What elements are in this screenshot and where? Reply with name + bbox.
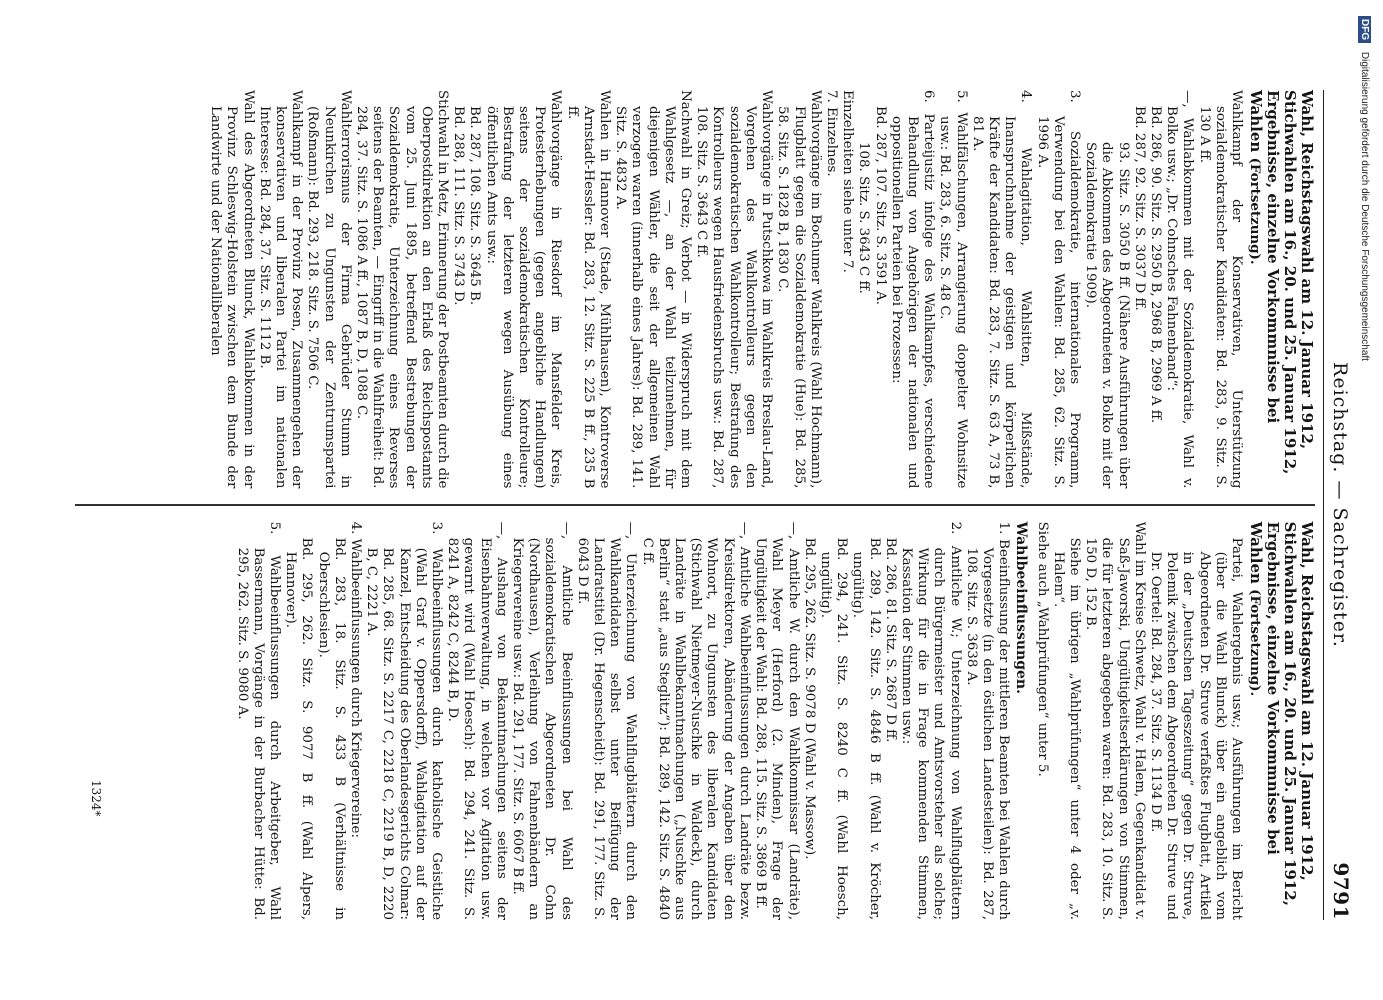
numbered-entry: 4. Wahlagitation, Wahlsitten, Mißstände, Inanspruchnahme der geistigen und körperlichen Kräfte der Kandidaten: Bd. 283, 7. Sitz. S. 63 A, 73 B, 81 A. [969, 90, 1034, 489]
entry: Stichwahl in Metz, Erinnerung der Postbeamten durch die Oberpostdirektion an den Erlaß des Reichspostamts vom 25. Juni 1895, betreffend Bestrebungen der Sozialdemokratie, Unterzeichnung eines Reverses seitens der Beamten, — Eingriff in die Wahlfreiheit: Bd. 284, 37. Sitz. S. 1086 A ff., 1087 B, D, 1088 C. [354, 90, 451, 489]
entry: Bd. 286, 81. Sitz. S. 2687 D ff. [882, 537, 898, 743]
running-head [1323, 90, 1353, 920]
numbered-entry: 5. Wahlfälschungen, Arrangierung doppelter Wohnsitze usw.: Bd. 283, 6. Sitz. S. 48 C. [937, 90, 969, 489]
entry: Wahlkampf der Konservativen, Unterstützung sozialdemokratischer Kandidaten: Bd. 283, 9. Sitz. S. 130 A ff. [1196, 90, 1244, 489]
numbered-entry: 6. Parteijustiz infolge des Wahlkampfes, verschiedene Behandlung von Angehörigen der nationalen und oppositionellen Parteien bei Prozessen: [888, 90, 937, 489]
page-title: Reichstag. — Sachregister. [1329, 362, 1351, 648]
dfg-logo-badge: DFG [1358, 16, 1371, 43]
numbered-entry: 2. Amtliche W.; Unterzeichnung von Wahlflugblättern durch Bürgermeister und Amtsvorsteher als solche; Wirkung für die in Frage kommenden Stimmen, Kassation der Stimmen usw.: [898, 521, 963, 920]
entry: Bd. 295, 262. Sitz. S. 9077 B ff. (Wahl Alpers, Hannover). [283, 537, 315, 920]
entry: Siehe auch „Wahlprüfungen“ unter 5. [1034, 521, 1050, 777]
entry: Nachwahl in Greiz; Verbot — in Widerspruch mit dem Wahlgesetz —, an der Wahl teilzunehmen, für diejenigen Wähler, die seit der allgemeinen Wahl verzogen waren (innerhalb eines Jahres): Bd. 289, 141. Sitz. S. 4832 A. [613, 90, 694, 489]
entry: Bd. 295, 262. Sitz. S. 9078 D (Wahl v. Massow). [801, 537, 817, 860]
entry: Bd. 294, 241. Sitz. S. 8240 C ff. (Wahl Hoesch, ungültig). [817, 537, 850, 920]
numbered-entry: 4. Wahlbeeinflussungen durch Kriegervereine: [348, 521, 364, 838]
left-column [75, 90, 1315, 488]
entry: Wahlkampf in der Provinz Posen, Zusammengehen der konservativen und liberalen Partei im nationalen Interesse: Bd. 284, 37. Sitz. S. 1112 B. [256, 90, 305, 489]
entry: Wahlvorgänge in Putschkowa im Wahlkreis Breslau-Land, Vorgehen des Wahlkontrolleurs gegen den sozialdemokratischen Wahlkontrolleur; Bestrafung des Kontrolleurs wegen Hausfriedensbruchs usw.: Bd. 287, 108. Sitz. S. 3643 C ff. [694, 90, 775, 489]
entry: —, Amtliche Beeinflussungen bei Wahl des sozialdemokratischen Abgeordneten Dr. Cohn (Nordhausen), Verleihung von Fahnenbändern an Kriegervereine usw.: Bd. 291, 177. Sitz. S. 6067 B ff. [510, 521, 574, 920]
entry: Bd. 287, 107. Sitz. S. 3591 A. [872, 106, 888, 305]
entry: Wahlen in Hannover (Stade, Mühlhausen), Kontroverse Arnstadt-Hessler: Bd. 283, 12. Sitz. S. 225 B ff., 235 B ff. [564, 90, 613, 489]
entry: Wahl des Abgeordneten Blunck, Wahlabkommen in der Provinz Schleswig-Holstein zwischen dem Bunde der Landwirte und der Nationalliberalen [208, 90, 256, 489]
entry: 108. Sitz. S. 3643 C ff. [856, 142, 872, 294]
column-divider [75, 504, 1315, 505]
entry: Wahl im Kreise Schwetz, Wahl v. Halem, Gegenkandidat v. Saß-Jaworski, Ungültigkeitserklärungen von Stimmen, die für letzteren abgegeben waren: Bd. 283, 10. Sitz. S. 150 D, 152 B. [1083, 521, 1147, 920]
entry: Siehe im übrigen „Wahlprüfungen“ unter 4 oder „v. Halem“. [1050, 537, 1082, 920]
entry: Bd. 287, 108. Sitz. S. 3645 B. [467, 106, 483, 306]
entry: —, Aushang von Bekanntmachungen seitens der Eisenbahnverwaltung, in welchen vor Agitation usw. gewarnt wird (Wahl Hoesch): Bd. 294, 241. Sitz. S. 8241 A, 8242 C, 8244 B, D. [445, 521, 509, 920]
digitization-credit-text: Digitalisierung gefördert durch die Deutsche Forschungsgemeinschaft [1359, 51, 1370, 361]
entry: —, Unterzeichnung von Wahlflugblättern durch den Wahlkandidaten selbst unter Beifügung der Landratstitel (Dr. Hegenscheidt): Bd. 291, 177. Sitz. S. 6043 D ff. [574, 521, 639, 920]
section-heading: Wahlbeeinflussungen. [1013, 521, 1030, 694]
page-number: 9791 [1329, 862, 1353, 920]
entry: Bd. 289, 142. Sitz. S. 4846 B ff. (Wahl v. Kröcher, ungültig). [850, 537, 882, 920]
entry: —, Amtliche W. durch den Wahlkommissar (Landräte), Wahl Meyer (Herford) (2. Minden), Frage der Ungültigkeit der Wahl: Bd. 288, 115. Sitz. S. 3869 B ff. [753, 521, 801, 920]
entry: Partei, Wahlergebnis usw.; Ausführungen im Bericht (über die Wahl Blunck) über ein angeblich vom Abgeordneten Dr. Struve verfaßtes Flugblatt, Artikel in der „Deutschen Tageszeitung“ gegen Dr. Struve, Polemik zwischen dem Abgeordneten Dr. Struve und Dr. Oertel: Bd. 284, 37. Sitz. S. 1134 D ff. [1147, 537, 1244, 920]
right-column [75, 522, 1315, 920]
numbered-entry: 1. Beeinflussung der mittleren Beamten bei Wahlen durch Vorgesetzte (in den östlichen Landesteilen): Bd. 287, 108. Sitz. S. 3638 A. [963, 521, 1012, 920]
entry: 93. Sitz. S. 3050 B ff. (Nähere Ausführungen über die Abkommen des Abgeordneten v. Bolko mit der Sozialdemokratie 1909). [1083, 142, 1131, 489]
entry: Bd. 283, 18. Sitz. S. 433 B (Verhältnisse in Oberschlesien). [315, 537, 347, 920]
entry: Wahlvorgänge in Riesdorf im Mansfelder Kreis, Protesterhebungen (gegen angebliche Handlungen) seitens der sozialdemokratischen Kontrolleure; Bestrafung der letzteren wegen Ausübung eines öffentlichen Amts usw.: [483, 90, 564, 489]
entry: Bd. 286, 90. Sitz. S. 2950 B, 2968 B, 2969 A ff. [1147, 106, 1163, 424]
numbered-entry: 3. Sozialdemokratie, internationales Programm, Verwendung bei den Wahlen: Bd. 285, 62. Sitz. S. 1996 A. [1034, 90, 1082, 489]
numbered-entry: 3. Wahlbeeinflussungen durch katholische Geistliche (Wahl Graf v. Oppersdorff), Wahlagitation auf der Kanzel, Entscheidung des Oberlandesgerichts Colmar: Bd. 285, 68. Sitz. S. 2217 C, 2218 C, 2219 B, D, 2220 B, C, 2221 A. [364, 521, 445, 920]
signature-mark: 1324* [89, 780, 103, 817]
numbered-entry: 5. Wahlbeeinflussungen durch Arbeitgeber, Wahl Bassermann, Vorgänge in der Burbacher Hütte: Bd. 295, 262. Sitz. S. 9080 A. [234, 521, 283, 920]
entry: —, Amtliche Wahlbeeinflussungen durch Landräte bezw. Kreisdirektoren, Abänderung der Angaben über den Wohnort, zu Ungunsten des liberalen Kandidaten (Stichwahl Nietmeyer-Nuschke in Waldeck), durch Landräte in Wahlbekanntmachungen („Nuschke aus Berlin“ statt „aus Steglitz“): Bd. 289, 142. Sitz. S. 4840 C ff. [639, 521, 752, 920]
left-column-lemma: Wahl, Reichstagswahl am 12. Januar 1912, Stichwahlen am 16., 20. und 25. Januar 1912, Ergebnisse, einzelne Vorkommnisse bei Wahlen (Fortsetzung). [1247, 90, 1316, 475]
entry: —, Wahlabkommen mit der Sozialdemokratie, Wahl v. Bolko usw.; „Dr. Cohnsches Fahnenband“: [1164, 90, 1196, 489]
entry: Wahlvorgänge im Bochumer Wahlkreis (Wahl Hochmann), Flugblatt gegen die Sozialdemokratie (Hue): Bd. 285, 58. Sitz. S. 1828 B, 1830 C. [775, 90, 823, 489]
entry: Wahlterrorismus der Firma Gebrüder Stumm in Neunkirchen zu Ungunsten der Zentrumspartei (Roßmann): Bd. 293, 218. Sitz. S. 7506 C. [305, 90, 353, 489]
right-column-lemma: Wahl, Reichstagswahl am 12. Januar 1912, Stichwahlen am 16., 20. und 25. Januar 1912, Ergebnisse, einzelne Vorkommnisse bei Wahlen (Fortsetzung). [1247, 521, 1316, 906]
numbered-entry: 7. Einzelnes. [823, 90, 839, 177]
entry: Einzelheiten siehe unter 7. [840, 90, 856, 273]
two-column-body [75, 90, 1315, 920]
entry: Bd. 287, 92. Sitz. S. 3037 D ff. [1131, 106, 1147, 311]
entry: Bd. 288, 111. Sitz. S. 3743 D. [451, 106, 467, 306]
